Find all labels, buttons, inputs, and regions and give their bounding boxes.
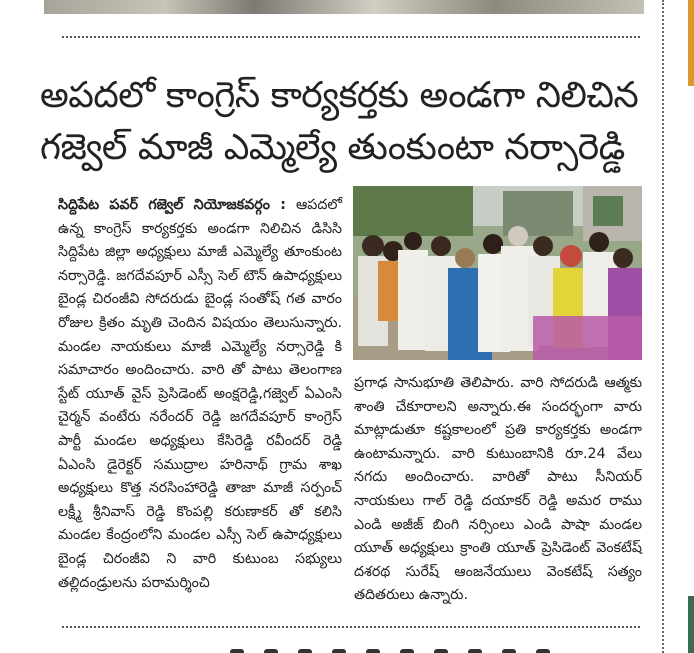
adjacent-bottom-image-edge — [688, 596, 694, 653]
next-article-cut-heading — [230, 642, 630, 653]
article-photo-image — [353, 186, 642, 360]
adjacent-image-edge — [688, 0, 694, 86]
previous-article-photo-strip — [44, 0, 644, 14]
article-body-right-column — [354, 372, 642, 608]
headline-line-2: గజ్వెల్ మాజీ ఎమ్మెల్యే తుంకుంటా నర్సారెడ్డి — [40, 127, 625, 168]
dotted-divider-top — [62, 36, 640, 38]
article-photo — [353, 186, 642, 360]
adjacent-column-edge — [668, 0, 694, 653]
dotted-divider-bottom — [62, 626, 640, 628]
article-headline — [40, 70, 660, 174]
headline-line-1: అపదలో కాంగ్రెస్ కార్యకర్తకు అండగా నిలిచిన — [40, 75, 639, 116]
article-body-left-column — [58, 194, 342, 595]
article-text-left: ఆపదలో ఉన్న కాంగ్రెస్ కార్యకర్తకు అండగా నిలిచిన డిసిసి సిద్దిపేట జిల్లా అధ్యక్షులు మాజీ ఎమ్మెల్యే తూంకుంట నర్సారెడ్డి. జగదేవపూర్ ఎస్సీ సెల్ టౌన్ ఉపాధ్యక్షులు బైండ్ల చిరంజీవి సోదరుడు బైండ్ల సంతోష్ గత వారం రోజుల క్రితం మృతి చెందిన విషయం తెలుసున్నారు. మండల నాయకులు మాజీ ఎమ్మెల్యే నర్సారెడ్డి కి సమాచారం అందించారు. వారి తో పాటు తెలంగాణ స్టేట్ యూత్ వైస్ ప్రెసిడెంట్ అంక్షరెడ్డి,గజ్వెల్ ఏఎంసి చైర్మన్ వంటేరు నరేందర్ రెడ్డి జగదేవపూర్ కాంగ్రెస్ పార్టీ మండల అధ్యక్షులు కేసిరెడ్డి రవీందర్ రెడ్డి ఏఎంసి డైరెక్టర్ సముద్రాల హరినాథ్ గ్రామ శాఖ అధ్యక్షులు కొత్త నరసింహారెడ్డి తాజా మాజీ సర్పంచ్ లక్ష్మీ శ్రీనివాస్ రెడ్డి కొంపల్లి కరుణాకర్ తో కలిసి మండల కేంద్రంలోని మండల ఎస్సీ సెల్ ఉపాధ్యక్షులు బైండ్ల చిరంజీవి ని వారి కుటుంబ సభ్యులు తల్లిదండ్రులను పరామర్శించి — [58, 197, 343, 591]
column-divider — [662, 0, 664, 653]
article-text-right: ప్రగాఢ సానుభూతి తెలిపారు. వారి సోదరుడి ఆత్మకు శాంతి చేకూరాలని అన్నారు.ఈ సందర్భంగా వారు మాట్లాడుతూ కష్టకాలంలో ప్రతి కార్యకర్తకు అండగా ఉంటామన్నారు. వారి కుటుంబానికి రూ.24 వేలు నగదు అందించారు. వారితో పాటు సీనియర్ నాయకులు గాల్ రెడ్డి దయాకర్ రెడ్డి అమర రాము ఎండి అజీజ్ బింగి నర్సింలు ఎండి పాషా మండల యూత్ అధ్యక్షులు క్రాంతి యూత్ ప్రెసిడెంట్ వెంకటేష్ దశరథ సురేష్ ఆంజనేయులు వెంకటేష్ సత్యం తదితరులు ఉన్నారు. — [354, 375, 642, 604]
dateline: సిద్దిపేట పవర్ గజ్వెల్ నియోజకవర్గం : — [58, 197, 286, 213]
